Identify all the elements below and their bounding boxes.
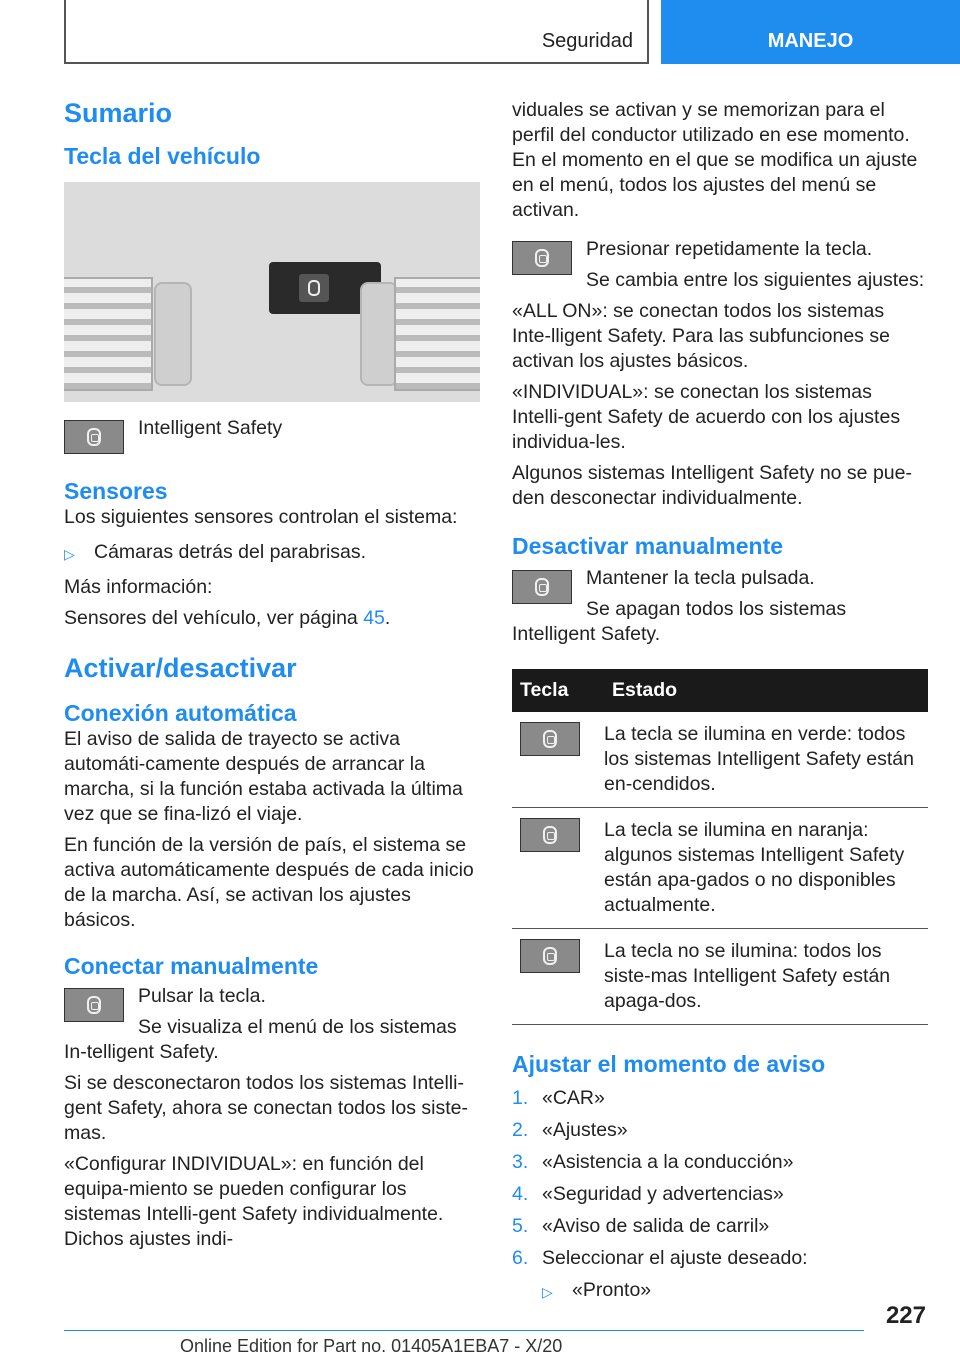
air-vent-right (394, 277, 480, 391)
some-systems-paragraph: Algunos sistemas Intelligent Safety no se pue‐den desconectar individualmente. (512, 462, 912, 509)
key-green-icon (520, 722, 580, 756)
steps-list (512, 1086, 928, 1271)
sensors-heading: Sensores (64, 478, 168, 504)
right-column (512, 98, 928, 1313)
manual-step-2: Se visualiza el menú de los sistemas In‐telligent Safety. (64, 1016, 457, 1063)
table-header-state: Estado (604, 669, 928, 712)
chapter-label: MANEJO (767, 29, 854, 52)
section-title: Seguridad (541, 30, 633, 52)
list-item: 1. «CAR» (512, 1087, 605, 1109)
auto-connection-heading: Conexión automática (64, 700, 297, 726)
safety-button-icon (299, 274, 329, 302)
header-box (64, 0, 649, 64)
sensors-bullet: ▷ Cámaras detrás del parabrisas. (64, 540, 480, 567)
status-table (512, 669, 928, 1025)
triangle-bullet-icon: ▷ (542, 1284, 553, 1300)
sensors-reference: Sensores del vehículo, ver página 45. (64, 607, 391, 629)
auto-paragraph-1: El aviso de salida de trayecto se activa automáti‐camente después de arrancar la marcha, si la función estaba activada la última vez que se fina‐lizó el viaje. (64, 728, 463, 825)
auto-paragraph-2: En función de la versión de país, el sistema se activa automáticamente después de cada inicio de la marcha. Así, se activan los ajustes básicos. (64, 834, 474, 931)
key-off-icon (520, 939, 580, 973)
footer-divider (64, 1330, 864, 1331)
table-row (512, 808, 928, 929)
manual-connect-heading: Conectar manualmente (64, 953, 319, 979)
press-step-2: Se cambia entre los siguientes ajustes: (586, 269, 925, 291)
table-row (512, 712, 928, 808)
press-step-1: Presionar repetidamente la tecla. (586, 238, 873, 260)
all-on-paragraph: «ALL ON»: se conectan todos los sistemas Inte‐lligent Safety. Para las subfunciones se activan los ajustes básicos. (512, 300, 890, 372)
continued-paragraph: viduales se activan y se memorizan para el perfil del conductor utilizado en ese momento. En el momento en el que se modifica un ajuste en el menú, todos los ajustes del menú se activan. (512, 99, 918, 221)
air-vent-left (64, 277, 153, 391)
safety-key-icon (512, 241, 572, 275)
footer-edition: Online Edition for Part no. 01405A1EBA7 - X/20 (180, 1336, 563, 1356)
list-item: 4. «Seguridad y advertencias» (512, 1183, 784, 1205)
vehicle-key-photo (64, 182, 480, 402)
activate-heading: Activar/desactivar (64, 653, 297, 683)
triangle-bullet-icon: ▷ (64, 546, 75, 562)
intelligent-safety-icon (64, 420, 124, 454)
list-item: 3. «Asistencia a la conducción» (512, 1151, 794, 1173)
vent-knob-right (360, 282, 398, 386)
icon-caption: Intelligent Safety (138, 417, 283, 439)
list-item: 5. «Aviso de salida de carril» (512, 1215, 770, 1237)
table-cell-state: La tecla se ilumina en verde: todos los sistemas Intelligent Safety están en‐cendidos. (604, 712, 928, 808)
table-row (512, 929, 928, 1025)
key-orange-icon (520, 818, 580, 852)
list-item: 6. Seleccionar el ajuste deseado: (512, 1247, 808, 1269)
left-column (64, 98, 480, 1258)
vehicle-key-heading: Tecla del vehículo (64, 143, 261, 169)
table-header-key: Tecla (512, 669, 604, 712)
title-heading: Sumario (64, 98, 173, 128)
table-cell-state: La tecla se ilumina en naranja: algunos sistemas Intelligent Safety están apa‐gados o no disponibles actualmente. (604, 808, 928, 929)
more-info-label: Más información: (64, 576, 213, 598)
individual-paragraph: «INDIVIDUAL»: se conectan los sistemas Intelli‐gent Safety de acuerdo con los ajustes individua‐les. (512, 381, 901, 453)
table-cell-state: La tecla no se ilumina: todos los siste‐mas Intelligent Safety están apaga‐dos. (604, 929, 928, 1025)
manual-paragraph-3: Si se desconectaron todos los sistemas Intelli‐gent Safety, ahora se conectan todos los siste‐mas. (64, 1072, 468, 1144)
safety-key-icon (512, 570, 572, 604)
page-number: 227 (885, 1302, 926, 1329)
manual-step-1: Pulsar la tecla. (138, 985, 266, 1007)
sub-bullet: ▷ «Pronto» (542, 1278, 928, 1305)
deactivate-heading: Desactivar manualmente (512, 533, 784, 559)
deactivate-step-1: Mantener la tecla pulsada. (586, 567, 815, 589)
list-item: 2. «Ajustes» (512, 1119, 628, 1141)
sensors-text: Los siguientes sensores controlan el sistema: (64, 506, 458, 528)
deactivate-step-2: Se apagan todos los sistemas Intelligent Safety. (512, 598, 847, 645)
page-link[interactable]: 45 (363, 607, 385, 629)
adjust-warning-heading: Ajustar el momento de aviso (512, 1051, 826, 1077)
safety-key-icon (64, 988, 124, 1022)
manual-paragraph-4: «Configurar INDIVIDUAL»: en función del equipa‐miento se pueden configurar los sistemas Intelli‐gent Safety individualmente. Dichos ajustes indi‐ (64, 1153, 444, 1250)
chapter-tab (661, 0, 960, 64)
vent-knob-left (154, 282, 192, 386)
